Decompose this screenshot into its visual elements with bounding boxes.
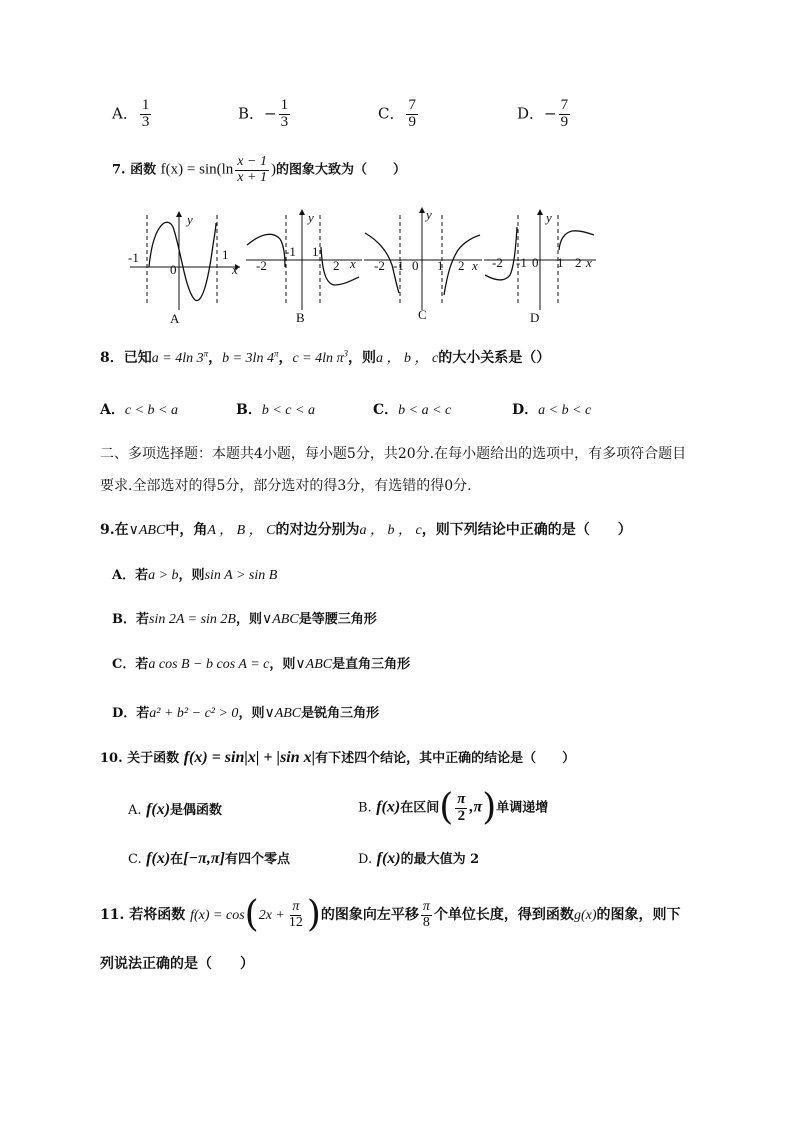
graph-d-caption: D [530,310,540,325]
left-paren: ( [439,787,454,828]
q6-option-a[interactable]: A． $\frac{1}{3}$ [112,97,150,130]
graph-c-tick-neg1: -1 [393,258,404,273]
graph-a-y-arrow [176,211,182,217]
q10-option-a[interactable]: A. f(x)是偶函数 [128,801,223,818]
q8-option-b[interactable]: B．b < c < a [236,402,315,418]
q9-option-a[interactable]: A．若a > b，则sin A > sin B [112,568,278,583]
graph-a-tick-1: 1 [222,247,229,262]
graph-a-label-y: y [187,212,193,227]
q9-stem: 9.在∨ABC中，角A ， B ， C的对边分别为a ， b ， c，则下列结论中正确的是（ ） [100,522,632,538]
q11-stem-line1: 11. 若将函数 f(x) = cos(2x + $\frac{\pi}{12}$ )的图象向左平移 $\frac{\pi}{8}$ 个单位长度，得到函数g(x)的图象，则下 [100,894,681,935]
graph-d-tick-0: 0 [532,255,539,270]
q8-stem: 8．已知a = 4ln $3^\pi$，b = 3ln $4^\pi$，c = 4ln $\pi^3$，则a ， b ， c的大小关系是（） [100,348,551,366]
graph-d-y-arrow [537,209,543,215]
q11-stem-line2: 列说法正确的是（ ） [100,956,254,972]
graph-b-caption: B [296,310,305,325]
q10-option-b[interactable]: B. f(x)在区间( $\frac{\pi}{2}$ ,π)单调递增 [358,787,549,828]
graph-d-curve-right [559,231,594,250]
graph-c-caption: C [418,307,427,322]
q6-option-b[interactable]: B．− $\frac{1}{3}$ [238,97,289,130]
section2-line1: 二、多项选择题：本题共4小题，每小题5分，共20分.在每小题给出的选项中，有多项符合题目 [100,446,687,462]
q7-stem: 7. 函数 f(x) = sin(ln $\frac{x - 1}{x + 1}$ )的图象大致为（ ） [112,154,406,185]
q8-option-a[interactable]: A．c < b < a [100,402,178,418]
graph-d-curve-left [485,227,517,280]
q6-option-d[interactable]: D．− $\frac{7}{9}$ [517,97,569,130]
graph-a-curve [149,222,216,300]
graph-b-label-y: y [308,210,314,225]
graph-b-label-x: x [350,256,356,271]
graph-c-tick-2: 2 [458,258,465,273]
q10-stem: 10. 关于函数 f(x) = sin|x| + |sin x|有下述四个结论，其中正确的结论是（ ） [100,749,576,766]
graph-d-label-y: y [546,210,552,225]
q9-option-b[interactable]: B．若sin 2A = sin 2B，则∨ABC是等腰三角形 [112,612,377,627]
graph-b-tick-neg2: -2 [256,258,267,273]
graph-b-tick-1: 1 [312,244,319,259]
q8-option-c[interactable]: C．b < a < c [373,402,452,418]
graph-b-y-arrow [299,209,305,215]
graph-a-label-x: x [232,262,238,277]
q8-option-d[interactable]: D．a < b < c [512,402,592,418]
graph-c-y-arrow [419,207,425,213]
graph-d-tick-neg2: -2 [492,255,503,270]
q10-option-d[interactable]: D. f(x)的最大值为 2 [358,850,480,867]
graph-c-tick-neg2: -2 [374,258,385,273]
graph-a-tick-neg1: -1 [128,250,139,265]
q9-option-c[interactable]: C．若a cos B − b cos A = c，则∨ABC是直角三角形 [112,657,411,672]
graph-b-tick-2: 2 [333,258,340,273]
graph-c-label-x: x [472,258,478,273]
q9-option-d[interactable]: D．若a² + b² − c² > 0，则∨ABC是锐角三角形 [112,706,380,721]
graph-d-tick-neg1: -1 [516,255,527,270]
q10-option-c[interactable]: C. f(x)在[−π,π]有四个零点 [128,850,290,867]
right-paren: ) [306,894,321,935]
graph-d-label-x: x [586,255,592,270]
graph-b-tick-neg1: -1 [285,244,296,259]
graph-d-tick-2: 2 [575,255,582,270]
graph-c-label-y: y [426,207,432,222]
graph-c-tick-0: 0 [412,258,419,273]
graph-d-tick-1: 1 [557,255,564,270]
left-paren: ( [244,894,259,935]
graph-a-caption: A [170,311,180,326]
right-paren: ) [482,787,497,828]
graph-a-tick-0: 0 [170,262,177,277]
q6-option-c[interactable]: C． $\frac{7}{9}$ [378,97,416,130]
section2-line2: 要求.全部选对的得5分，部分选对的得3分，有选错的得0分. [100,478,472,494]
graph-c-tick-1: 1 [437,258,444,273]
